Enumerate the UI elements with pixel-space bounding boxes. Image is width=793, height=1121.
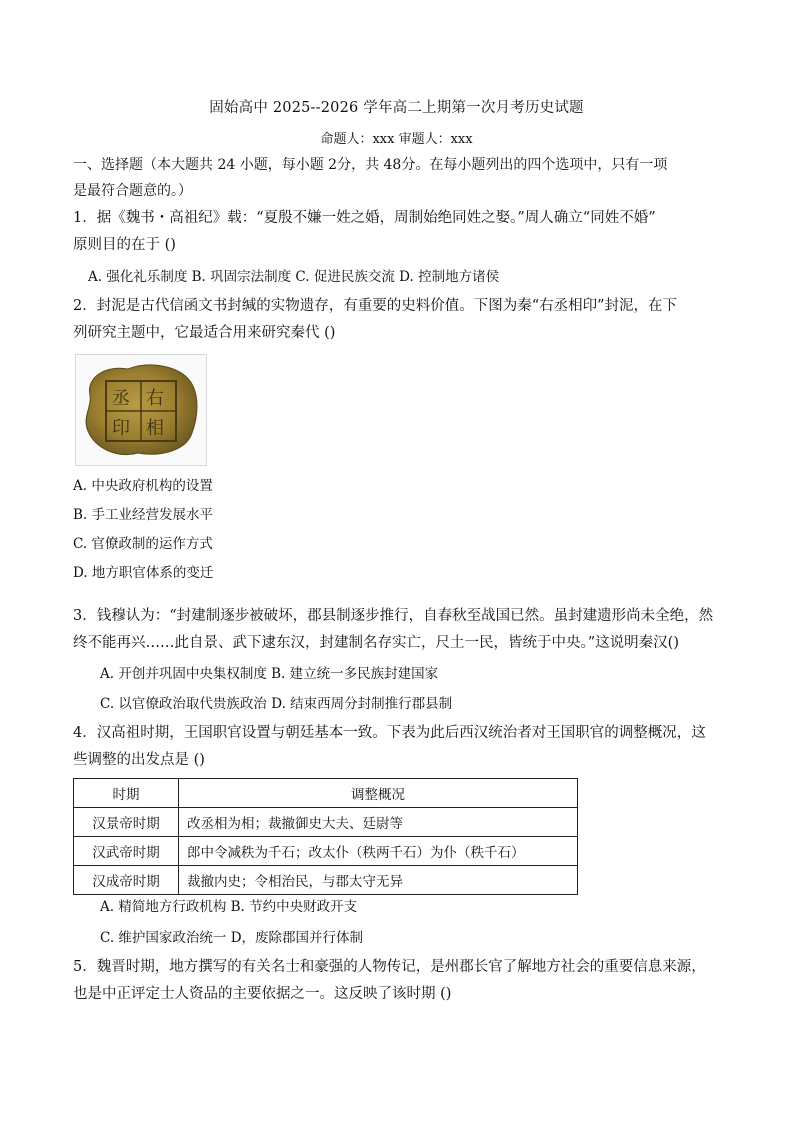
question-4-stem-line1: 4．汉高祖时期，王国职官设置与朝廷基本一致。下表为此后西汉统治者对王国职官的调整概况，这 <box>73 725 706 741</box>
question-3-stem-line1: 3．钱穆认为：“封建制逐步被破坏，郡县制逐步推行，自春秋至战国已然。虽封建遗形尚未全绝，然 <box>73 608 714 624</box>
question-2-option-a: A. 中央政府机构的设置 <box>73 478 213 494</box>
table-cell-summary: 郎中令减秩为千石；改太仆（秩两千石）为仆（秩千石） <box>179 837 578 866</box>
section-heading-line2: 是最符合题意的。） <box>73 183 192 199</box>
question-4-stem-line2: 些调整的出发点是 () <box>73 752 205 768</box>
table-header-summary: 调整概况 <box>179 779 578 808</box>
table-cell-period: 汉武帝时期 <box>74 837 179 866</box>
table-cell-period: 汉景帝时期 <box>74 808 179 837</box>
question-3-options-cd: C. 以官僚政治取代贵族政治 D. 结束西周分封制推行郡县制 <box>100 696 453 712</box>
question-1-options: A. 强化礼乐制度 B. 巩固宗法制度 C. 促进民族交流 D. 控制地方诸侯 <box>88 269 500 285</box>
table-cell-period: 汉成帝时期 <box>74 866 179 895</box>
table-row <box>74 837 578 866</box>
question-2-option-b: B. 手工业经营发展水平 <box>73 507 214 523</box>
table-row <box>74 866 578 895</box>
question-3-stem-line2: 终不能再兴……此自景、武下逮东汉，封建制名存实亡，尺土一民，皆统于中央。”这说明秦汉() <box>73 635 679 651</box>
table-cell-summary: 改丞相为相；裁撤御史大夫、廷尉等 <box>179 808 578 837</box>
question-2-stem-line1: 2．封泥是古代信函文书封缄的实物遗存，有重要的史料价值。下图为秦“右丞相印”封泥，在下 <box>73 298 678 314</box>
table-cell-summary: 裁撤内史；令相治民，与郡太守无异 <box>179 866 578 895</box>
table-header-row <box>74 779 578 808</box>
adjustment-table <box>73 778 578 895</box>
question-2-option-d: D. 地方职官体系的变迁 <box>73 565 214 581</box>
table-header-period: 时期 <box>74 779 179 808</box>
question-3-options-ab: A. 开创并巩固中央集权制度 B. 建立统一多民族封建国家 <box>100 666 439 682</box>
clay-seal-picture <box>76 355 206 465</box>
question-1-stem-line1: 1．据《魏书・高祖纪》载：“夏殷不嫌一姓之婚，周制始绝同姓之娶。”周人确立“同姓不婚” <box>73 210 656 226</box>
question-4-options-ab: A. 精简地方行政机构 B. 节约中央财政开支 <box>100 899 358 915</box>
section-heading-line1: 一、选择题（本大题共 24 小题，每小题 2分，共 48分。在每小题列出的四个选项中，只有一项 <box>73 157 668 173</box>
seal-char-2: 丞 <box>112 388 130 409</box>
table-row <box>74 808 578 837</box>
seal-char-1: 右 <box>146 388 164 409</box>
question-5-stem-line2: 也是中正评定士人资品的主要依据之一。这反映了该时期 () <box>73 986 452 1002</box>
exam-title: 固始高中 2025--2026 学年高二上期第一次月考历史试题 <box>209 100 584 116</box>
question-5-stem-line1: 5．魏晋时期，地方撰写的有关名士和豪强的人物传记，是州郡长官了解地方社会的重要信息来源， <box>73 959 706 975</box>
question-1-stem-line2: 原则目的在于 () <box>73 237 176 253</box>
question-4-options-cd: C. 维护国家政治统一 D，废除郡国并行体制 <box>100 930 364 946</box>
exam-subtitle: 命题人：xxx 审题人：xxx <box>320 132 473 147</box>
question-2-stem-line2: 列研究主题中，它最适合用来研究秦代 () <box>73 325 336 341</box>
seal-image <box>75 354 207 466</box>
seal-char-4: 印 <box>112 418 130 439</box>
question-2-option-c: C. 官僚政制的运作方式 <box>73 536 213 552</box>
seal-char-3: 相 <box>146 418 164 439</box>
